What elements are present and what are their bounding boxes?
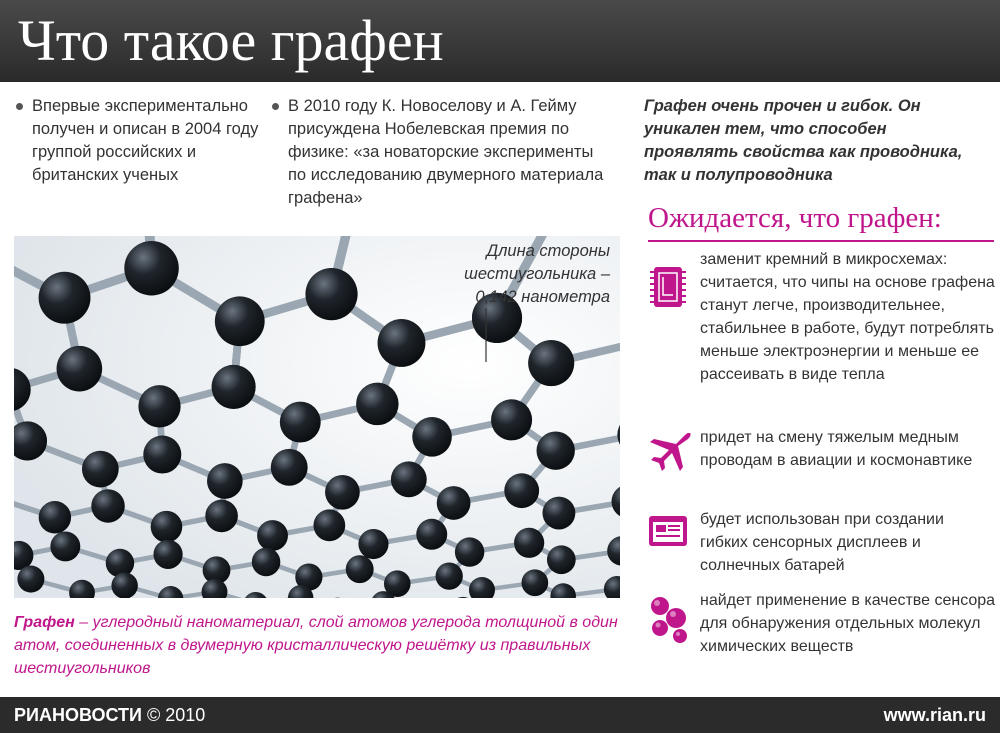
bullet-dot xyxy=(272,103,279,110)
carbon-atom xyxy=(106,549,134,577)
carbon-atom xyxy=(537,431,575,469)
expect-item-chips: заменит кремний в микросхемах: считается, что чипы на основе графена станут легче, производительнее, стабильнее в работе, будут потреблять меньше электроэнергии и меньше ее рассеивать в виде тепла xyxy=(700,251,995,383)
footer-bar xyxy=(0,697,1000,733)
carbon-atom xyxy=(356,383,398,425)
airplane-icon xyxy=(648,433,692,473)
carbon-atom xyxy=(346,555,374,583)
carbon-atom xyxy=(528,340,574,386)
expectations-title: Ожидается, что графен: xyxy=(648,202,942,234)
site-link[interactable]: www.rian.ru xyxy=(883,705,986,725)
display-icon xyxy=(648,515,688,547)
carbon-atom xyxy=(325,475,360,510)
bullet-dot xyxy=(16,103,23,110)
carbon-atom xyxy=(455,537,484,566)
carbon-atom xyxy=(205,500,238,533)
bullet-text: Впервые экспериментально получен и описан в 2004 году группой российских и британских ученых xyxy=(32,97,259,184)
carbon-atom xyxy=(50,531,80,561)
carbon-atom xyxy=(547,545,576,574)
expectations-divider xyxy=(648,240,994,242)
carbon-atom xyxy=(491,399,532,440)
carbon-atom xyxy=(271,449,308,486)
carbon-atom xyxy=(39,501,71,533)
carbon-atom xyxy=(215,296,265,346)
logo-text: РИАНОВОСТИ xyxy=(14,705,142,725)
carbon-atom xyxy=(252,548,281,577)
carbon-atom xyxy=(358,529,388,559)
carbon-atom xyxy=(111,572,137,598)
carbon-atom xyxy=(153,540,182,569)
carbon-atom xyxy=(436,562,463,589)
carbon-atom xyxy=(280,402,321,443)
bullet-nobel xyxy=(288,95,608,210)
carbon-atom xyxy=(514,528,544,558)
definition-term: Графен xyxy=(14,614,75,631)
bullet-discovery xyxy=(32,95,262,187)
rian-logo[interactable] xyxy=(14,702,205,728)
definition-text: – углеродный наноматериал, слой атомов углерода толщиной в один атом, соединенных в двумерную кристаллическую решётку из правильных шестиугольников xyxy=(14,614,618,677)
carbon-atom xyxy=(522,569,549,596)
carbon-atom xyxy=(39,272,91,324)
carbon-atom xyxy=(542,497,575,530)
carbon-atom xyxy=(124,241,178,295)
page-title: Что такое графен xyxy=(18,8,444,73)
carbon-atom xyxy=(504,473,539,508)
expect-item-aviation: придет на смену тяжелым медным проводам в авиации и космонавтике xyxy=(700,429,973,469)
carbon-atom xyxy=(17,566,44,593)
header-bar xyxy=(0,0,1000,82)
carbon-atom xyxy=(143,435,181,473)
carbon-atom xyxy=(82,451,119,488)
carbon-atom xyxy=(313,509,345,541)
carbon-atom xyxy=(151,511,183,543)
carbon-atom xyxy=(57,346,103,392)
carbon-atom xyxy=(138,385,180,427)
carbon-atom xyxy=(437,486,471,520)
expect-item-sensors: найдет применение в качестве сенсора для обнаружения отдельных молекул химических веществ xyxy=(700,592,996,655)
molecule-icon xyxy=(648,596,692,644)
chip-icon xyxy=(650,263,686,311)
carbon-atom xyxy=(305,268,357,320)
copyright: © 2010 xyxy=(147,705,206,725)
side-length-caption: Длина стороны шестиугольника – 0,142 нанометра xyxy=(464,242,610,306)
expect-item-displays: будет использован при создании гибких сенсорных дисплеев и солнечных батарей xyxy=(700,511,944,574)
bullet-text: В 2010 году К. Новоселову и А. Гейму присуждена Нобелевская премия по физике: «за новаторские эксперименты по исследованию двумерного материала графена» xyxy=(288,97,604,207)
carbon-atom xyxy=(378,319,426,367)
properties-note: Графен очень прочен и гибок. Он уникален тем, что способен проявлять свойства как проводника, так и полупроводника xyxy=(644,97,963,184)
carbon-atom xyxy=(412,417,452,457)
carbon-atom xyxy=(257,520,288,551)
carbon-atom xyxy=(207,463,243,499)
carbon-atom xyxy=(212,365,256,409)
carbon-atom xyxy=(91,489,124,522)
carbon-atom xyxy=(391,461,427,497)
carbon-atom xyxy=(416,519,447,550)
graphene-definition xyxy=(14,611,620,680)
